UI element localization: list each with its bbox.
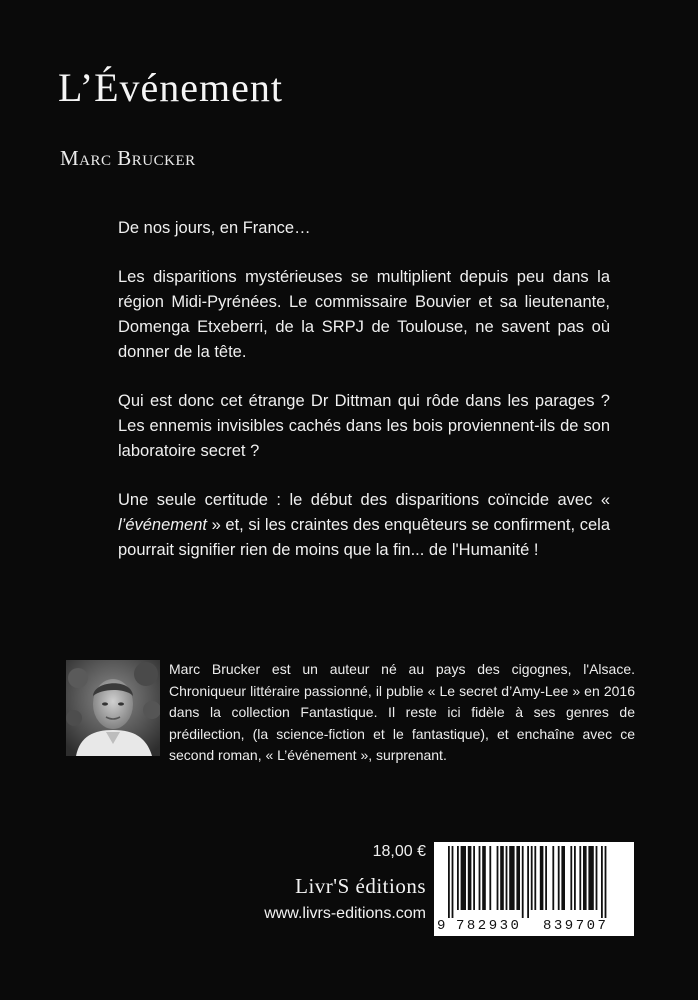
barcode-bar (552, 846, 554, 910)
barcode-bar (588, 846, 593, 910)
blurb (118, 216, 610, 587)
barcode-bar (457, 846, 459, 910)
barcode-bar (605, 846, 607, 918)
barcode-bar (596, 846, 598, 910)
barcode-bar (516, 846, 520, 910)
barcode-bar (468, 846, 472, 910)
barcode-bar (506, 846, 508, 910)
barcode-bar (583, 846, 587, 910)
publisher-name: Livr'S éditions (295, 874, 426, 898)
barcode-bar (509, 846, 514, 910)
barcode-bar (570, 846, 572, 910)
barcode-bar (489, 846, 491, 910)
barcode-bar (497, 846, 499, 910)
barcode-bar (534, 846, 536, 910)
blurb-paragraph-4 (118, 488, 610, 563)
barcode-bar (527, 846, 529, 918)
blurb-p4-emphasis: l’événement (118, 516, 207, 534)
blurb-paragraph-1: De nos jours, en France… (118, 219, 311, 237)
barcode-bar (452, 846, 454, 918)
author-photo (66, 660, 160, 756)
author-portrait-icon (66, 660, 160, 756)
barcode-bar (579, 846, 581, 910)
barcode-bar (540, 846, 544, 910)
barcode-bar (482, 846, 486, 910)
isbn-group-2: 839707 (543, 918, 609, 934)
barcode-bar (558, 846, 560, 910)
barcode-bar (545, 846, 547, 910)
barcode-bar (561, 846, 565, 910)
book-author: Marc Brucker (60, 146, 196, 170)
price: 18,00 € (372, 843, 426, 860)
isbn-first-digit: 9 (437, 918, 446, 934)
barcode-bar (479, 846, 481, 910)
barcode-bar (574, 846, 576, 910)
blurb-paragraph-3: Qui est donc cet étrange Dr Dittman qui rôde dans les parages ? Les ennemis invisibles cachés dans les bois proviennent-ils de son laboratoire secret ? (118, 392, 610, 460)
barcode-icon (434, 842, 634, 918)
publisher-website: www.livrs-editions.com (264, 905, 426, 922)
barcode (434, 842, 634, 936)
barcode-bar (461, 846, 466, 910)
barcode-bar (473, 846, 475, 910)
blurb-p4-start: Une seule certitude : le début des disparitions coïncide avec « (118, 491, 610, 509)
barcode-bar (448, 846, 450, 918)
author-bio: Marc Brucker est un auteur né au pays des cigognes, l'Alsace. Chroniqueur littéraire passionné, il publie « Le secret d’Amy-Lee » en 2016 dans la collection Fantastique. Il reste ici fidèle à ses genres de prédilection, (la science-fiction et le fantastique), et enchaîne avec ce second roman, « L’événement », surprenant. (169, 661, 635, 763)
blurb-p4-end: » et, si les craintes des enquêteurs se confirment, cela pourrait signifier rien de moins que la fin... de l'Humanité ! (118, 516, 610, 559)
barcode-bar (531, 846, 533, 910)
isbn-group-1: 782930 (456, 918, 522, 934)
book-title: L’Événement (58, 65, 284, 110)
blurb-paragraph-2: Les disparitions mystérieuses se multiplient depuis peu dans la région Midi-Pyrénées. Le commissaire Bouvier et sa lieutenante, Domenga Etxeberri, de la SRPJ de Toulouse, ne savent pas où donner de la tête. (118, 268, 610, 361)
barcode-bar (522, 846, 524, 918)
barcode-bar (601, 846, 603, 918)
barcode-bar (500, 846, 504, 910)
